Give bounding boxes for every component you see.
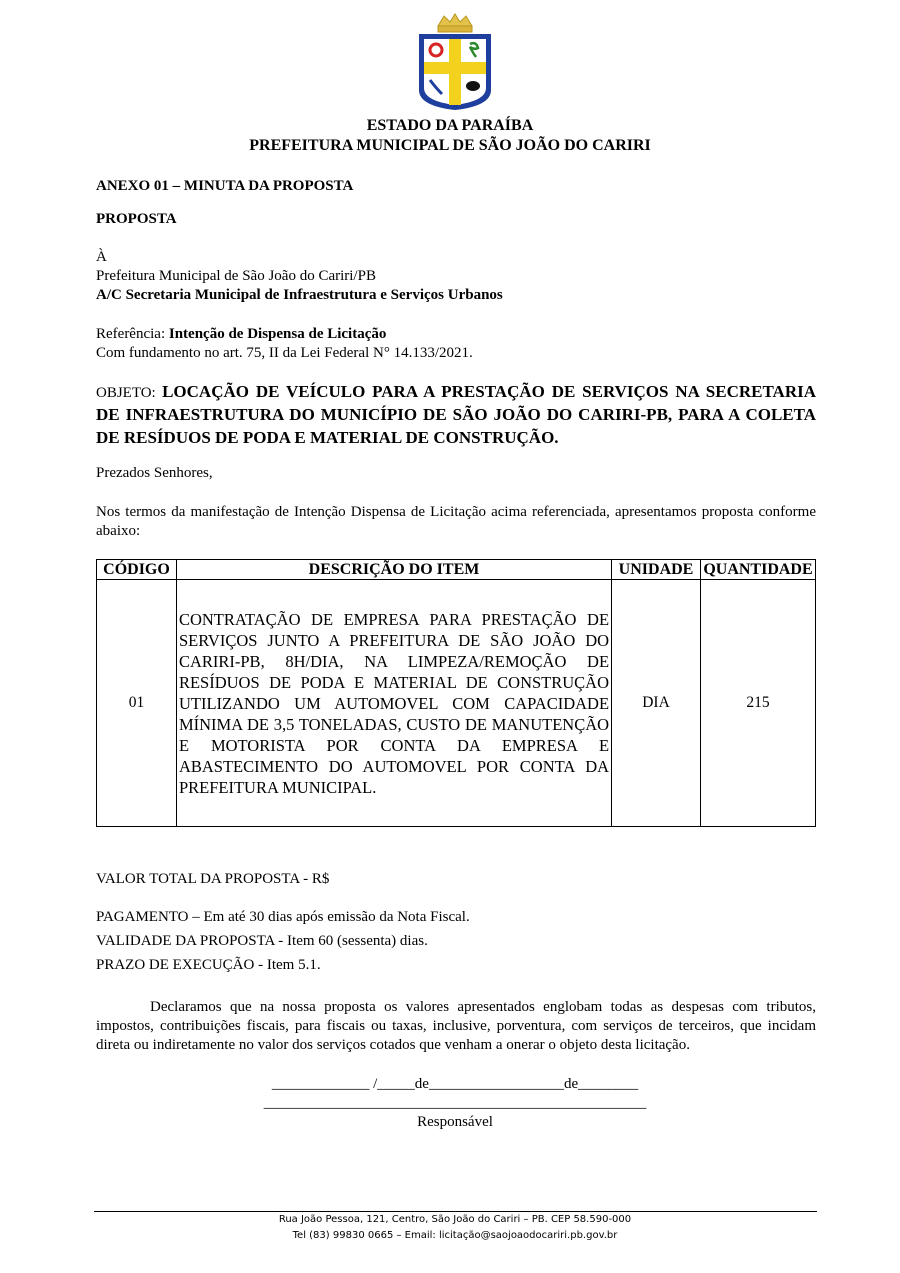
prefecture-heading: PREFEITURA MUNICIPAL DE SÃO JOÃO DO CARIRI [249, 137, 651, 154]
header-description: DESCRIÇÃO DO ITEM [176, 560, 611, 580]
signature-line: ___________________________________________________ [263, 1095, 647, 1111]
intro-paragraph: Nos termos da manifestação de Intenção Dispensa de Licitação acima referenciada, apresentamos proposta conforme abaixo: [96, 504, 816, 539]
header-quantity: QUANTIDADE [700, 560, 815, 580]
state-heading: ESTADO DA PARAÍBA [366, 117, 534, 134]
items-table [96, 559, 816, 827]
proposal-title: PROPOSTA [96, 211, 177, 227]
reference-value: Intenção de Dispensa de Licitação [168, 326, 387, 342]
footer-address: Rua João Pessoa, 121, Centro, São João do Cariri – PB. CEP 58.590-000 [278, 1214, 632, 1225]
greeting: Prezados Senhores, [96, 465, 213, 481]
header-unit: UNIDADE [612, 560, 701, 580]
header-code: CÓDIGO [97, 560, 177, 580]
date-line: _____________ /_____de__________________de________ [271, 1076, 639, 1092]
annex-title: ANEXO 01 – MINUTA DA PROPOSTA [96, 178, 354, 194]
reference-label: Referência: [96, 326, 169, 342]
cell-quantity: 215 [700, 580, 815, 827]
execution-deadline: PRAZO DE EXECUÇÃO - Item 5.1. [96, 957, 321, 973]
footer-contact: Tel (83) 99830 0665 – Email: licitação@saojoaodocariri.pb.gov.br [292, 1230, 618, 1241]
addressee-org: Prefeitura Municipal de São João do Cariri/PB [96, 268, 376, 284]
addressee-to: À [96, 249, 107, 265]
objeto-paragraph [96, 381, 816, 450]
cell-code: 01 [97, 580, 177, 827]
objeto-label: OBJETO: [96, 385, 163, 401]
reference-basis: Com fundamento no art. 75, II da Lei Federal N° 14.133/2021. [96, 345, 473, 361]
signature-label: Responsável [417, 1114, 493, 1130]
reference-line [96, 325, 386, 344]
declaration-paragraph: Declaramos que na nossa proposta os valores apresentados englobam todas as despesas com tributos, impostos, contribuições fiscais, para fiscais ou taxas, inclusive, porventura, com serviços de terceiros, que incidam direta ou indiretamente no valor dos serviços cotados que venham a onerar o objeto desta licitação. [96, 999, 816, 1053]
objeto-text: LOCAÇÃO DE VEÍCULO PARA A PRESTAÇÃO DE SERVIÇOS NA SECRETARIA DE INFRAESTRUTURA DO MUNICÍPIO DE SÃO JOÃO DO CARIRI-PB, PARA A COLETA DE RESÍDUOS DE PODA E MATERIAL DE CONSTRUÇÃO. [96, 382, 816, 447]
municipal-crest-icon [416, 12, 494, 112]
total-value: VALOR TOTAL DA PROPOSTA - R$ [96, 871, 330, 887]
addressee-attention: A/C Secretaria Municipal de Infraestrutura e Serviços Urbanos [96, 287, 503, 303]
payment-terms: PAGAMENTO – Em até 30 dias após emissão da Nota Fiscal. [96, 909, 470, 925]
cell-description: CONTRATAÇÃO DE EMPRESA PARA PRESTAÇÃO DE SERVIÇOS JUNTO A PREFEITURA DE SÃO JOÃO DO CARIRI-PB, 8H/DIA, NA LIMPEZA/REMOÇÃO DE RESÍDUOS DE PODA E MATERIAL DE CONSTRUÇÃO UTILIZANDO UM AUTOMOVEL COM CAPACIDADE MÍNIMA DE 3,5 TONELADAS, CUSTO DE MANUTENÇÃO E MOTORISTA POR CONTA DA EMPRESA E ABASTECIMENTO DO AUTOMOVEL POR CONTA DA PREFEITURA MUNICIPAL. [176, 580, 611, 827]
table-header-row [97, 560, 816, 580]
table-row [97, 580, 816, 827]
proposal-validity: VALIDADE DA PROPOSTA - Item 60 (sessenta) dias. [96, 933, 428, 949]
cell-unit: DIA [612, 580, 701, 827]
